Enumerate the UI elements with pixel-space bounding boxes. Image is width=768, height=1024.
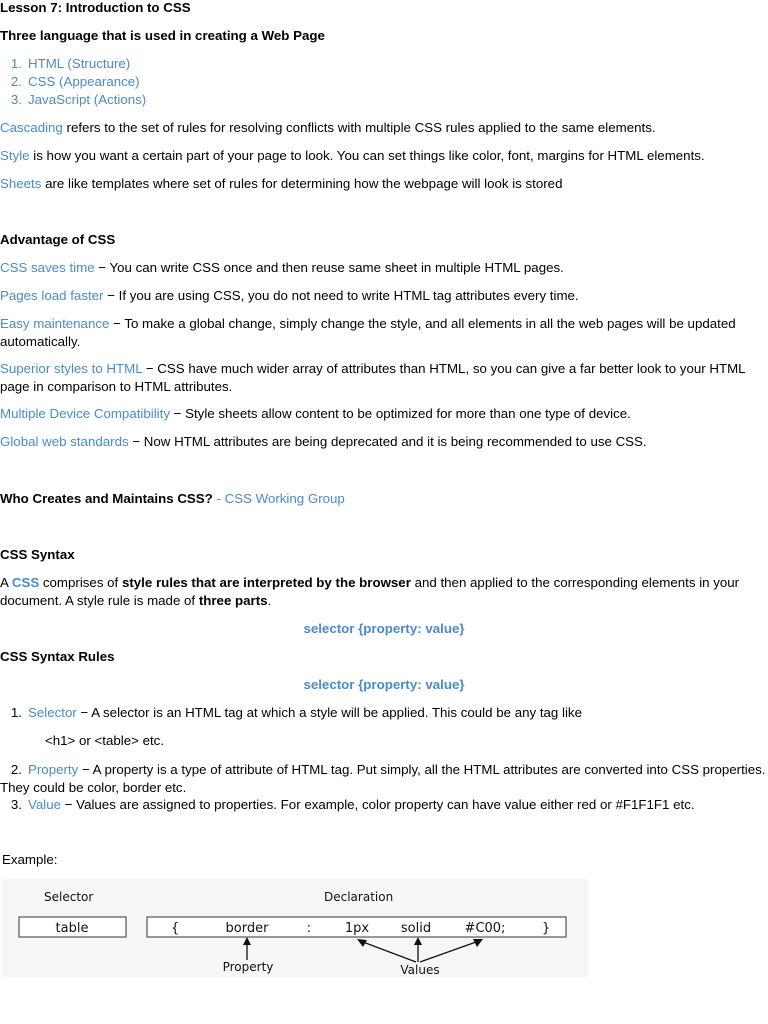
property-label: Property [222,960,274,974]
languages-heading: Three language that is used in creating a Web Page [0,28,325,43]
list-number: 2. [10,762,22,777]
selector-value: table [55,921,89,936]
advantage-item [0,260,564,276]
advantage-term: Global web standards [0,434,129,449]
text-run: and then applied to the corresponding elements in your document. A style rule is made of [0,575,740,608]
list-number: 3. [10,92,22,107]
syntax-paragraph [0,574,768,610]
advantage-term: Pages load faster [0,288,104,303]
text-run: . [267,593,272,608]
syntax-formula: selector {property: value} [303,621,465,636]
rule-text: − A selector is an HTML tag at which a style will be applied. This could be any tag like [76,705,582,720]
maintainers-answer: - CSS Working Group [212,491,345,506]
property-value: border [225,921,269,936]
term-sheets: Sheets [0,176,42,191]
advantage-text: − CSS have much wider array of attributes than HTML, so you can give a far better look to your HTML page in comparison to HTML attributes. [0,361,746,394]
rules-formula: selector {property: value} [303,677,465,692]
advantage-term: Superior styles to HTML [0,361,143,376]
rule-term-value: Value [28,797,62,812]
list-number: 1. [10,705,22,720]
advantage-item [0,434,647,450]
syntax-heading: CSS Syntax [0,547,75,562]
list-item [0,74,140,90]
rule-text: − A property is a type of attribute of HTML tag. Put simply, all the HTML attributes are converted into CSS properties. They could be color, border etc. [0,762,766,795]
definition-cascading [0,120,656,136]
rule-term-selector: Selector [28,705,77,720]
advantage-text: − Style sheets allow content to be optimized for more than one type of device. [169,406,631,421]
list-item [0,92,146,108]
advantages-heading: Advantage of CSS [0,232,116,247]
colon: : [306,921,312,936]
bold-phrase: style rules that are interpreted by the browser [121,575,411,590]
maintainers-line [0,491,345,507]
css-syntax-diagram [2,879,588,977]
definition-text: are like templates where set of rules for determining how the webpage will look is stored [41,176,563,191]
rule-term-property: Property [28,762,79,777]
css-term: CSS [11,575,40,590]
definition-sheets [0,176,562,192]
language-html: HTML (Structure) [28,56,131,71]
open-brace: { [171,921,180,936]
definition-text: refers to the set of rules for resolving conflicts with multiple CSS rules applied to the same elements. [62,120,656,135]
rule-item [0,797,695,813]
example-label: Example: [2,852,58,867]
advantage-term: Multiple Device Compatibility [0,406,170,421]
text-run: comprises of [39,575,122,590]
value-color: #C00; [464,921,506,936]
advantage-item [0,315,768,351]
bold-phrase: three parts [198,593,268,608]
maintainers-question: Who Creates and Maintains CSS? [0,491,213,506]
text-run: A [0,575,12,590]
declaration-label: Declaration [324,890,394,904]
rule-item [0,761,768,797]
lesson-title: Lesson 7: Introduction to CSS [0,0,191,15]
advantage-text: − If you are using CSS, you do not need to write HTML tag attributes every time. [103,288,579,303]
value-solid: solid [400,921,432,936]
advantage-item [0,360,768,396]
list-number: 1. [10,56,22,71]
selector-label: Selector [44,890,94,904]
list-number: 2. [10,74,22,89]
language-css: CSS (Appearance) [28,74,140,89]
value-1px: 1px [344,921,370,936]
term-style: Style [0,148,30,163]
advantage-item [0,288,579,304]
list-number: 3. [10,797,22,812]
list-item [0,56,130,72]
rules-heading: CSS Syntax Rules [0,649,115,664]
advantage-text: − Now HTML attributes are being deprecated and it is being recommended to use CSS. [128,434,647,449]
close-brace: } [542,921,551,936]
definition-style [0,148,705,164]
language-javascript: JavaScript (Actions) [28,92,147,107]
advantage-term: Easy maintenance [0,316,110,331]
rule-text: − Values are assigned to properties. For example, color property can have value either red or #F1F1F1 etc. [61,797,695,812]
definition-text: is how you want a certain part of your page to look. You can set things like color, font, margins for HTML elements. [29,148,705,163]
advantage-term: CSS saves time [0,260,95,275]
rule-example-tags: <h1> or <table> etc. [45,733,165,748]
rule-item [0,705,582,721]
term-cascading: Cascading [0,120,63,135]
values-label: Values [400,963,440,977]
advantage-item [0,406,631,422]
advantage-text: − To make a global change, simply change the style, and all elements in all the web pages will be updated automatically. [0,316,736,349]
advantage-text: − You can write CSS once and then reuse same sheet in multiple HTML pages. [94,260,564,275]
